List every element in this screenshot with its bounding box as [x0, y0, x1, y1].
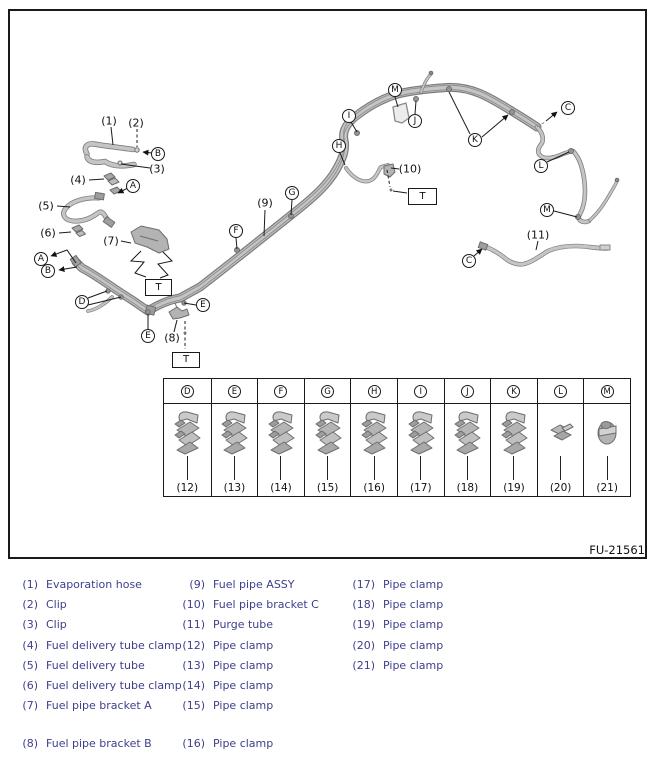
position-marker-j1: J: [408, 114, 422, 128]
position-marker-a2: A: [34, 252, 48, 266]
clamp-col-header-k: [490, 379, 537, 404]
letter-badge-m: M: [601, 385, 614, 398]
callout-8: (8): [164, 331, 180, 345]
callout-3: (3): [149, 162, 165, 176]
position-marker-i1: I: [342, 109, 356, 123]
legend-item: (13) Pipe clamp: [182, 658, 274, 672]
legend-item: (17) Pipe clamp: [352, 577, 444, 591]
clamp-cell-i: (17): [397, 404, 444, 496]
callout-7: (7): [103, 234, 119, 248]
clamp-cell-e: (13): [211, 404, 258, 496]
position-marker-m1: M: [388, 83, 402, 97]
legend-item: (14) Pipe clamp: [182, 679, 274, 693]
position-marker-b1: B: [151, 147, 165, 161]
legend-item: (2) Clip: [22, 597, 67, 611]
pipe-clamp-icon: [405, 409, 437, 455]
legend-item: (8) Fuel pipe bracket B: [22, 736, 152, 750]
letter-badge-g: G: [321, 385, 334, 398]
pipe-grommet-icon: [595, 418, 619, 446]
callout-9: (9): [257, 196, 273, 210]
legend-column-3: [351, 574, 443, 675]
clamp-col-header-g: [304, 379, 351, 404]
callout-6: (6): [40, 226, 56, 240]
letter-badge-l: L: [554, 385, 567, 398]
legend-item: (5) Fuel delivery tube: [22, 658, 145, 672]
pipe-clamp-icon: [358, 409, 390, 455]
legend-item: (18) Pipe clamp: [352, 597, 444, 611]
position-marker-f1: F: [229, 224, 243, 238]
clamp-col-header-d: [164, 379, 211, 404]
pipe-clamp-icon: [171, 409, 203, 455]
clamp-cell-d: (12): [164, 404, 211, 496]
legend-item: (10) Fuel pipe bracket C: [182, 597, 319, 611]
callout-1: (1): [101, 114, 117, 128]
callout-11: (11): [526, 228, 550, 242]
clamp-cell-k: (19): [490, 404, 537, 496]
position-marker-g1: G: [285, 186, 299, 200]
legend-column-1: [14, 574, 182, 753]
position-marker-d1: D: [75, 295, 89, 309]
position-marker-a1: A: [126, 179, 140, 193]
position-marker-m2: M: [540, 203, 554, 217]
clamp-cell-g: (15): [304, 404, 351, 496]
clamp-col-header-j: [444, 379, 491, 404]
callout-5: (5): [38, 199, 54, 213]
legend-item: (21) Pipe clamp: [352, 658, 444, 672]
clamp-cell-f: (14): [257, 404, 304, 496]
legend-item: (7) Fuel pipe bracket A: [22, 699, 152, 713]
legend-item: (9) Fuel pipe ASSY: [189, 577, 295, 591]
legend-item: (12) Pipe clamp: [182, 638, 274, 652]
legend-item: (16) Pipe clamp: [182, 736, 274, 750]
callout-2: (2): [128, 116, 144, 130]
callout-4: (4): [70, 173, 86, 187]
clamp-cell-j: (18): [444, 404, 491, 496]
pipe-clamp-icon: [312, 409, 344, 455]
clamp-col-header-i: [397, 379, 444, 404]
callout-10: (10): [398, 162, 422, 176]
letter-badge-h: H: [368, 385, 381, 398]
figure-code: FU-21561: [589, 543, 645, 557]
position-marker-k1: K: [468, 133, 482, 147]
pipe-clamp-icon: [498, 409, 530, 455]
position-marker-c1: C: [561, 101, 575, 115]
position-marker-c2: C: [462, 254, 476, 268]
clamp-reference-table: [163, 378, 631, 497]
pipe-clamp-icon: [218, 409, 250, 455]
letter-badge-d: D: [181, 385, 194, 398]
legend-item: (1) Evaporation hose: [22, 577, 142, 591]
legend-item: (11) Purge tube: [182, 618, 274, 632]
t-tag-3: T: [408, 188, 437, 205]
letter-badge-i: I: [414, 385, 427, 398]
letter-badge-k: K: [507, 385, 520, 398]
clamp-cell-l: (20): [537, 404, 584, 496]
t-tag-1: T: [145, 279, 172, 296]
legend-item: (15) Pipe clamp: [182, 699, 274, 713]
position-marker-h1: H: [332, 139, 346, 153]
legend-item: (20) Pipe clamp: [352, 638, 444, 652]
t-tag-2: T: [172, 352, 200, 368]
clamp-cell-h: (16): [350, 404, 397, 496]
position-marker-e2: E: [141, 329, 155, 343]
legend-column-2: [181, 574, 319, 753]
legend-item: (6) Fuel delivery tube clamp: [22, 679, 182, 693]
clamp-col-header-h: [350, 379, 397, 404]
legend-item: (3) Clip: [22, 618, 67, 632]
clamp-col-header-f: [257, 379, 304, 404]
clamp-col-header-e: [211, 379, 258, 404]
position-marker-l1: L: [534, 159, 548, 173]
clamp-col-header-l: [537, 379, 584, 404]
letter-badge-f: F: [274, 385, 287, 398]
pipe-clamp-icon: [548, 422, 574, 442]
clamp-col-header-m: [583, 379, 630, 404]
letter-badge-j: J: [461, 385, 474, 398]
clamp-cell-m: (21): [583, 404, 630, 496]
legend-item: (19) Pipe clamp: [352, 618, 444, 632]
pipe-clamp-icon: [265, 409, 297, 455]
legend-item: (4) Fuel delivery tube clamp: [22, 638, 182, 652]
position-marker-e1: E: [196, 298, 210, 312]
pipe-clamp-icon: [451, 409, 483, 455]
letter-badge-e: E: [228, 385, 241, 398]
position-marker-b2: B: [41, 264, 55, 278]
